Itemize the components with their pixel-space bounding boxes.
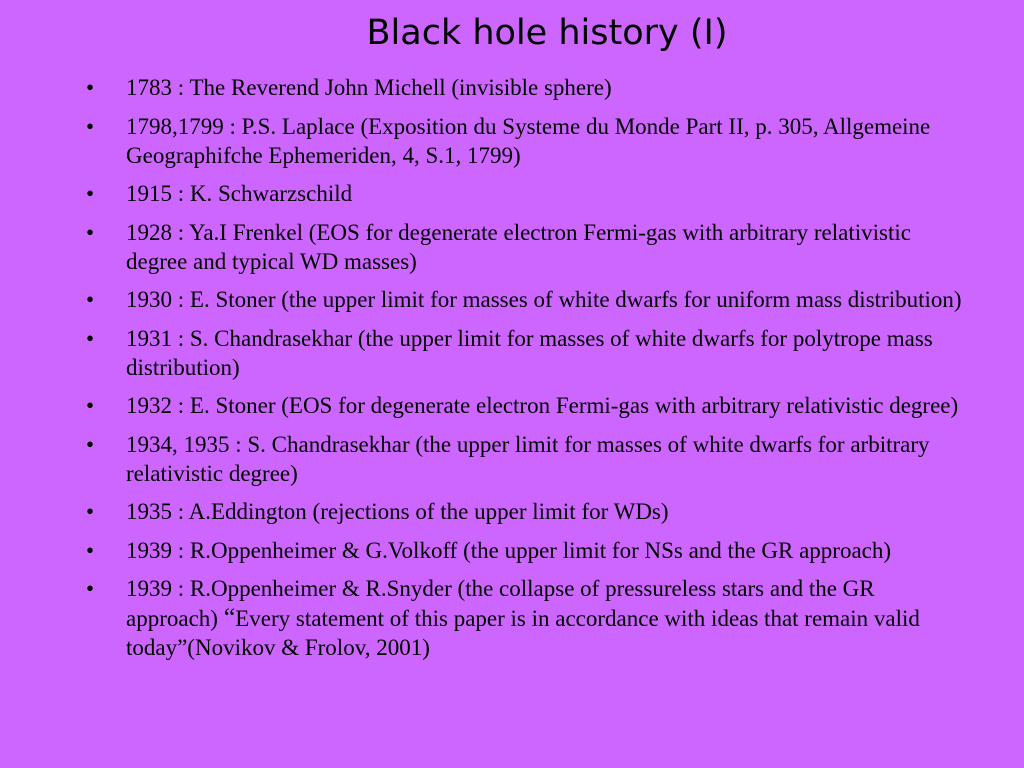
list-item bbox=[86, 179, 966, 208]
list-item-text: 1783 : The Reverend John Michell (invisible sphere) bbox=[126, 75, 612, 100]
list-item-quote-text: Every statement of this paper is in accordance with ideas that remain valid today”(Novikov & Frolov, 2001) bbox=[126, 606, 920, 660]
list-item-text: 1939 : R.Oppenheimer & G.Volkoff (the upper limit for NSs and the GR approach) bbox=[126, 537, 892, 563]
list-item-text: 1798,1799 : P.S. Laplace (Exposition du Systeme du Monde Part II, p. 305, Allgemeine Geographifche Ephemeriden, 4, S.1, 1799) bbox=[126, 113, 931, 168]
bullet-icon: • bbox=[86, 325, 95, 351]
bullet-icon: • bbox=[86, 499, 95, 524]
list-item bbox=[86, 391, 966, 420]
bullet-icon: • bbox=[86, 576, 95, 601]
list-item bbox=[86, 430, 966, 488]
list-item bbox=[86, 285, 966, 314]
bullet-icon: • bbox=[86, 75, 95, 100]
bullet-icon: • bbox=[86, 431, 95, 457]
list-item-text: 1931 : S. Chandrasekhar (the upper limit for masses of white dwarfs for polytrope mass distribution) bbox=[126, 325, 933, 380]
bullet-icon: • bbox=[86, 113, 95, 139]
open-quote-mark: “ bbox=[223, 603, 236, 632]
list-item-text: 1928 : Ya.I Frenkel (EOS for degenerate electron Fermi-gas with arbitrary relativistic degree and typical WD masses) bbox=[126, 219, 911, 274]
list-item bbox=[86, 73, 966, 102]
bullet-icon: • bbox=[86, 393, 95, 418]
list-item-text: 1915 : K. Schwarzschild bbox=[126, 181, 353, 206]
bullet-icon: • bbox=[86, 537, 95, 563]
list-item bbox=[86, 112, 966, 170]
list-item-text: 1934, 1935 : S. Chandrasekhar (the upper limit for masses of white dwarfs for arbitrary relativistic degree) bbox=[126, 431, 930, 486]
list-item-text: 1939 : R.Oppenheimer & R.Snyder (the collapse of pressureless stars and the GR approach) bbox=[126, 576, 875, 631]
list-item bbox=[86, 574, 966, 662]
list-item-text: 1930 : E. Stoner (the upper limit for masses of white dwarfs for uniform mass distribution) bbox=[126, 287, 962, 312]
bullet-icon: • bbox=[86, 219, 95, 245]
list-item-text: 1932 : E. Stoner (EOS for degenerate electron Fermi-gas with arbitrary relativistic degree) bbox=[126, 393, 959, 418]
bullet-icon: • bbox=[86, 287, 95, 312]
list-item-text: 1935 : A.Eddington (rejections of the upper limit for WDs) bbox=[126, 499, 669, 524]
list-item bbox=[86, 218, 966, 276]
bullet-icon: • bbox=[86, 181, 95, 206]
bullet-list bbox=[86, 73, 966, 672]
list-item bbox=[86, 324, 966, 382]
list-item bbox=[86, 497, 966, 526]
slide-title: Black hole history (I) bbox=[366, 13, 728, 53]
list-item bbox=[86, 536, 966, 565]
